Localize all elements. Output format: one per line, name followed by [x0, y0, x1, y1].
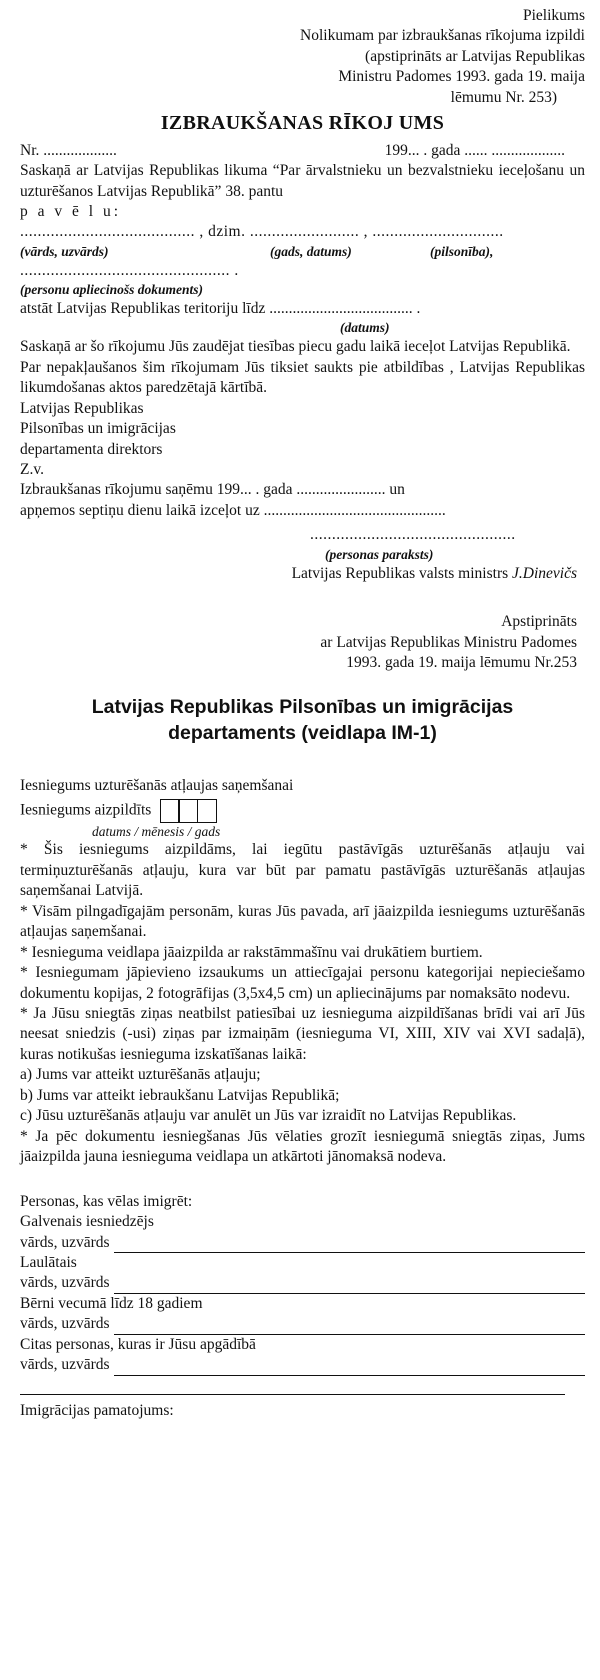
children-label: Bērni vecumā līdz 18 gadiem	[20, 1294, 203, 1312]
form-title-line: Latvijas Republikas Pilsonības un imigrācijas	[91, 696, 514, 719]
persons-heading: Personas, kas vēlas imigrēt:	[20, 1192, 193, 1210]
liability-text: Par nepakļaušanos šim rīkojumam Jūs tiksiet saukts pie atbildības , Latvijas Republikas likumdošanas aktos paredzētajā kārtībā.	[20, 358, 585, 397]
order-date-field: 199... . gada ...... ...................	[384, 141, 565, 159]
caption-date: (datums)	[340, 320, 390, 336]
instruction-note: * Iesniegumam jāpievieno izsaukums un attiecīgajai personu kategorijai nepieciešamo dokumentu kopijas, 2 fotogrāfijas (3,5x4,5 cm) un apliecinājums par nomaksāto nodevu.	[20, 964, 585, 1002]
filled-label: Iesniegums aizpildīts	[20, 801, 152, 819]
appendix-header	[20, 6, 585, 108]
instruction-note: * Ja Jūsu sniegtās ziņas neatbilst patiesībai uz iesnieguma aizpildīšanas brīdi vai arī Jūs neesat sniedzis (-usi) ziņas par izmaiņām (iesnieguma VI, XIII, XIV vai XVI sadaļā), kuras notikušas iesnieguma izskatīšanas laikā:	[20, 1005, 585, 1063]
main-applicant-name-field[interactable]	[114, 1238, 585, 1253]
leave-territory-line: atstāt Latvijas Republikas teritoriju līdz ..................................... .	[20, 300, 421, 317]
order-intro: Saskaņā ar Latvijas Republikas likuma “Par ārvalstnieku un bezvalstnieku ieceļošanu un uzturēšanos Latvijas Republikā” 38. pantu	[20, 162, 585, 200]
signature-field: ...............................................	[310, 526, 516, 544]
form-title	[20, 695, 585, 746]
minister-line	[20, 564, 577, 584]
signatory-line: Pilsonības un imigrācijas	[20, 420, 176, 438]
order-number-row	[20, 141, 585, 161]
consequence-item: c) Jūsu uzturēšanās atļauju var anulēt un Jūs var izraidīt no Latvijas Republikas.	[20, 1107, 517, 1125]
main-applicant-name-row	[20, 1233, 585, 1253]
approval-line: Apstiprināts	[501, 613, 577, 631]
id-document-field: ................................................ .	[20, 261, 239, 279]
children-name-field[interactable]	[114, 1320, 585, 1335]
approval-line: ar Latvijas Republikas Ministru Padomes	[320, 633, 577, 651]
instruction-note: * Šis iesniegums aizpildāms, lai iegūtu pastāvīgās uzturēšanās atļauju vai termiņuzturēšanās atļauju, kura var būt par pamatu pastāvīgās uzturēšanās atļaujas saņemšanai Latvijā.	[20, 841, 585, 900]
appendix-line: lēmumu Nr. 253)	[450, 88, 557, 106]
appendix-line: Pielikums	[522, 7, 585, 24]
appendix-line: Ministru Padomes 1993. gada 19. maija	[338, 68, 585, 86]
spouse-name-row	[20, 1273, 585, 1293]
dependants-name-field[interactable]	[114, 1361, 585, 1376]
dependants-name-row	[20, 1355, 585, 1375]
date-boxes	[161, 799, 217, 823]
main-applicant-label: Galvenais iesniedzējs	[20, 1213, 154, 1231]
signatory-line: Z.v.	[20, 460, 44, 478]
filled-date-row	[20, 799, 585, 823]
document-page	[20, 6, 585, 1421]
appendix-line: Nolikumam par izbraukšanas rīkojuma izpildi	[300, 27, 585, 45]
instruction-note: * Ja pēc dokumentu iesniegšanas Jūs vēlaties grozīt iesniegumā sniegtās ziņas, Jums jāaizpilda jauna iesnieguma veidlapa un atkārtoti jānomaksā nodeva.	[20, 1127, 585, 1166]
instruction-note: * Iesnieguma veidlapa jāaizpilda ar rakstāmmašīnu vai drukātiem burtiem.	[20, 943, 483, 961]
consequence-item: b) Jums var atteikt iebraukšanu Latvijas Republikā;	[20, 1086, 340, 1104]
consequence-item: a) Jums var atteikt uzturēšanās atļauju;	[20, 1066, 261, 1084]
signatory-block	[20, 399, 585, 481]
dependants-label: Citas personas, kuras ir Jūsu apgādībā	[20, 1335, 256, 1353]
consequence-text: Saskaņā ar šo rīkojumu Jūs zaudējat tiesības piecu gadu laikā ieceļot Latvijas Republikā.	[20, 338, 571, 356]
filled-caption: datums / mēnesis / gads	[92, 823, 221, 839]
year-box[interactable]	[197, 799, 217, 823]
caption-birth: (gads, datums)	[270, 243, 352, 259]
approval-line: 1993. gada 19. maija lēmumu Nr.253	[346, 653, 577, 671]
justification-label: Imigrācijas pamatojums:	[20, 1401, 174, 1419]
form-title-line: departaments (veidlapa IM-1)	[168, 721, 437, 744]
undertake-line: apņemos septiņu dienu laikā izceļot uz ...............................................	[20, 501, 446, 519]
signatory-line: Latvijas Republikas	[20, 399, 144, 417]
caption-signature: (personas paraksts)	[325, 546, 434, 562]
spouse-label: Laulātais	[20, 1253, 77, 1271]
minister-title: Latvijas Republikas valsts ministrs	[291, 564, 513, 582]
form-subtitle: Iesniegums uzturēšanās atļaujas saņemšanai	[20, 777, 294, 795]
appendix-line: (apstiprināts ar Latvijas Republikas	[365, 47, 585, 65]
person-captions	[20, 243, 585, 261]
order-command: p a v ē l u:	[20, 203, 121, 221]
caption-name: (vārds, uzvārds)	[20, 243, 109, 259]
name-label: vārds, uzvārds	[20, 1356, 110, 1374]
received-line: Izbraukšanas rīkojumu saņēmu 199... . gada ....................... un	[20, 481, 405, 499]
name-label: vārds, uzvārds	[20, 1315, 110, 1333]
order-number-field: Nr. ...................	[20, 141, 117, 159]
signatory-line: departamenta direktors	[20, 440, 163, 458]
children-name-row	[20, 1314, 585, 1334]
day-box[interactable]	[160, 799, 180, 823]
instruction-note: * Visām pilngadīgajām personām, kuras Jūs pavada, arī jāaizpilda iesniegums uzturēšanās atļaujas saņemšanai.	[20, 902, 585, 941]
month-box[interactable]	[178, 799, 198, 823]
approval-block	[20, 612, 577, 673]
minister-name: J.Dinevičs	[512, 564, 577, 582]
name-label: vārds, uzvārds	[20, 1233, 110, 1251]
dependants-extra-line[interactable]	[20, 1376, 565, 1395]
caption-citizenship: (pilsonība),	[430, 243, 494, 259]
order-title: IZBRAUKŠANAS RĪKOJ UMS	[160, 112, 445, 135]
caption-id-document: (personu apliecinošs dokuments)	[20, 282, 204, 298]
name-label: vārds, uzvārds	[20, 1274, 110, 1292]
person-field-line: ........................................ , dzim. ......................... , ..............................	[20, 223, 504, 241]
spouse-name-field[interactable]	[114, 1279, 585, 1294]
